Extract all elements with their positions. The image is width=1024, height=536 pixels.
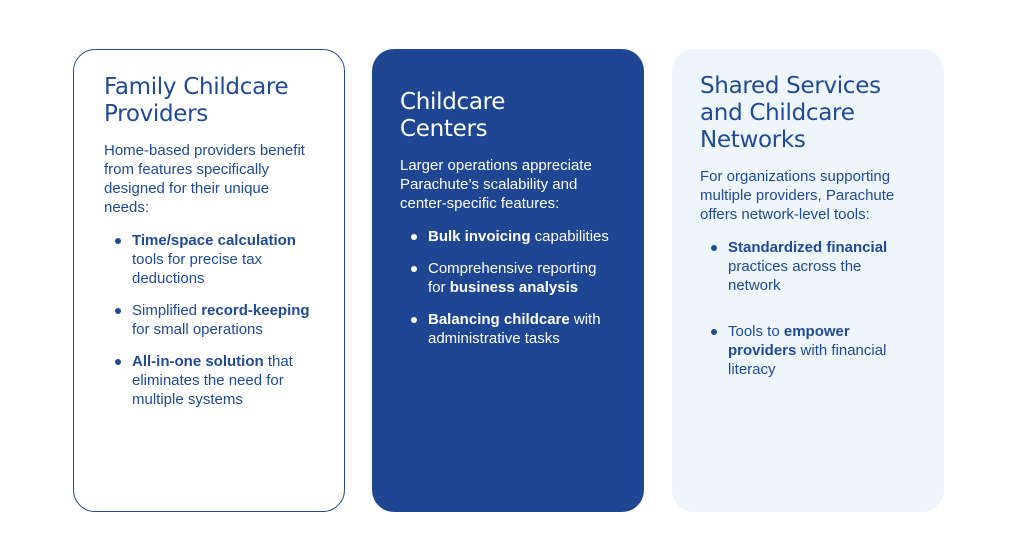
list-item (132, 352, 314, 409)
bullet-dot-icon (115, 308, 121, 314)
bullet-dot-icon (411, 317, 417, 323)
bullet-bold: empower providers (728, 323, 850, 359)
feature-list (104, 231, 314, 409)
card-title: Childcare Centers (400, 89, 506, 142)
card-intro: For organizations supporting multiple providers, Parachute offers network-level tools: (700, 168, 895, 223)
bullet-bold: All-in-one solution (132, 353, 264, 370)
bullet-text: tools for precise tax deductions (132, 251, 263, 287)
card-childcare-centers (372, 49, 644, 512)
bullet-pre: Comprehensive reporting for (428, 260, 597, 296)
list-item (728, 322, 914, 379)
card-family-childcare-providers (73, 49, 345, 512)
bullet-bold: record-keeping (201, 302, 310, 319)
list-item (132, 301, 314, 339)
feature-list (700, 238, 914, 379)
bullet-bold: Standardized financial (728, 239, 888, 256)
feature-list (400, 227, 614, 348)
bullet-pre: Tools to (728, 323, 784, 340)
bullet-text: that eliminates the need for multiple systems (132, 353, 293, 408)
bullet-text: practices across the network (728, 258, 862, 294)
card-intro: Larger operations appreciate Parachute’s scalability and center-specific features: (400, 157, 592, 212)
list-item (428, 310, 614, 348)
bullet-dot-icon (711, 245, 717, 251)
bullet-text: capabilities (530, 228, 609, 245)
bullet-dot-icon (411, 266, 417, 272)
bullet-text: with administrative tasks (428, 311, 601, 347)
card-title: Shared Services and Childcare Networks (700, 73, 881, 153)
bullet-bold: Balancing childcare (428, 311, 570, 328)
list-item (132, 231, 314, 288)
list-item (428, 259, 614, 297)
list-item (728, 238, 914, 295)
bullet-text: with financial literacy (728, 342, 887, 378)
bullet-bold: business analysis (449, 279, 579, 296)
bullet-dot-icon (115, 359, 121, 365)
bullet-dot-icon (411, 234, 417, 240)
bullet-bold: Bulk invoicing (428, 228, 531, 245)
bullet-dot-icon (115, 238, 121, 244)
list-item (428, 227, 614, 246)
card-shared-services-networks (672, 49, 944, 512)
bullet-bold: Time/space calculation (132, 232, 296, 249)
bullet-text: for small operations (132, 321, 263, 338)
bullet-pre: Simplified (132, 302, 202, 319)
bullet-dot-icon (711, 329, 717, 335)
card-title: Family Childcare Providers (104, 74, 289, 127)
card-intro: Home-based providers benefit from features specifically designed for their unique needs: (104, 142, 305, 216)
